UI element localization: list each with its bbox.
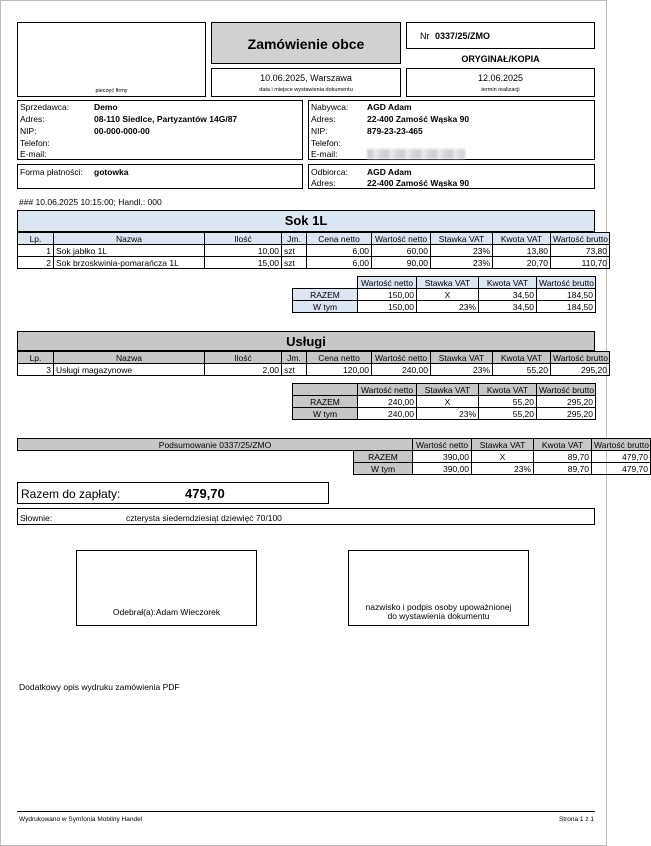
razem-label: RAZEM [293,289,358,301]
buyer-phone-label: Telefon: [311,138,341,148]
col-vat-rate: Stawka VAT [431,352,493,364]
table-header [18,233,610,245]
col-unit: Jm. [282,352,307,364]
seller-nip-label: NIP: [20,126,37,136]
col-qty: Ilość [205,233,282,245]
words-box [17,508,595,525]
cell-gross: 295,20 [537,396,596,408]
buyer-label: Nabywca: [311,102,349,112]
issuer-signature-line2: do wystawienia dokumentu [387,611,490,621]
footer-divider [17,811,595,812]
totals-row-razem [293,396,596,408]
table-header [18,352,610,364]
to-pay-box [17,482,329,504]
col-net: Wartość netto [372,233,431,245]
recipient-address-label: Adres: [311,178,336,188]
cell-gross: 479,70 [592,463,651,475]
cell-net: 60,00 [372,245,431,257]
cell-vat-amt: 20,70 [493,257,551,269]
wtym-label: W tym [293,408,358,420]
cell-vat-rate: 23% [431,245,493,257]
totals-row-wtym [293,408,596,420]
due-date-box [406,68,595,97]
totals-row-wtym [293,301,596,313]
cell-gross: 184,50 [537,289,596,301]
col-qty: Ilość [205,352,282,364]
totals-table-sok [292,276,596,313]
original-copy: ORYGINAŁ/KOPIA [461,54,540,64]
to-pay-label: Razem do zapłaty: [21,487,121,501]
payment-box [17,164,303,189]
col-unit: Jm. [282,233,307,245]
cell-net: 240,00 [358,408,417,420]
cell-gross: 110,70 [551,257,610,269]
items-table-uslugi [17,351,610,376]
meta-line: ### 10.06.2025 10:15:00; Handl.: 000 [19,197,162,207]
cell-vat-amt: 13,80 [493,245,551,257]
buyer-box [308,100,595,160]
to-pay-value: 479,70 [185,486,225,501]
cell-vat-amt: 55,20 [479,408,537,420]
cell-qty: 10,00 [205,245,282,257]
cell-gross: 479,70 [592,451,651,463]
totals-header [293,277,596,289]
buyer-address-label: Adres: [311,114,336,124]
summary-title: Podsumowanie 0337/25/ZMO [18,439,413,451]
cell-vat-rate: 23% [431,364,493,376]
col-vat-rate: Stawka VAT [417,384,479,396]
payment-value: gotowka [94,167,129,177]
seller-address: 08-110 Siedlce, Partyzantów 14G/87 [94,114,238,124]
cell-qty: 2,00 [205,364,282,376]
cell-vat-rate: 23% [417,301,479,313]
col-price: Cena netto [307,233,372,245]
cell-name: Usługi magazynowe [54,364,205,376]
cell-net: 390,00 [413,451,472,463]
cell-net: 90,00 [372,257,431,269]
buyer-email-label: E-mail: [311,149,338,159]
footer-page-number: Strona 1 z 1 [558,816,594,823]
footer-left: Wydrukowano w Symfonia Mobilny Handel [19,816,143,823]
col-gross: Wartość brutto [537,277,596,289]
cell-vat-amt: 55,20 [479,396,537,408]
words-value: czterysta siedemdziesiąt dziewięć 70/100 [126,513,282,523]
col-vat-rate: Stawka VAT [472,439,534,451]
cell-lp: 1 [18,245,54,257]
col-vat-amt: Kwota VAT [479,384,537,396]
wtym-label: W tym [354,463,413,475]
table-row [18,364,610,376]
cell-price: 120,00 [307,364,372,376]
totals-header [293,384,596,396]
words-label: Słownie: [20,513,53,523]
issuer-signature-line1: nazwisko i podpis osoby upoważnionej [365,602,512,612]
cell-net: 150,00 [358,289,417,301]
col-net: Wartość netto [372,352,431,364]
buyer-address: 22-400 Zamość Wąska 90 [367,114,470,124]
col-lp: Lp. [18,233,54,245]
cell-unit: szt [282,257,307,269]
totals-row-razem [293,289,596,301]
recipient-label: Odbiorca: [311,167,348,177]
summary-table [17,438,651,475]
receiver-signature-label: Odebrał(a):Adam Wieczorek [112,607,221,617]
due-date: 12.06.2025 [477,73,524,83]
col-lp: Lp. [18,352,54,364]
recipient-box [308,164,595,189]
summary-header [18,439,651,451]
cell-vat-rate: 23% [431,257,493,269]
stamp-caption: pieczęć firmy [95,88,128,94]
cell-net: 150,00 [358,301,417,313]
col-net: Wartość netto [413,439,472,451]
cell-vat-amt: 89,70 [534,451,592,463]
extra-description: Dodatkowy opis wydruku zamówienia PDF [19,682,180,692]
table-row [18,257,610,269]
cell-qty: 15,00 [205,257,282,269]
cell-gross: 295,20 [537,408,596,420]
razem-label: RAZEM [354,451,413,463]
cell-net: 390,00 [413,463,472,475]
buyer-nip: 879-23-23-465 [367,126,423,136]
recipient-address: 22-400 Zamość Wąska 90 [367,178,470,188]
seller-nip: 00-000-000-00 [94,126,150,136]
date-place-box [211,68,401,97]
nr-label: Nr [420,31,430,41]
wtym-label: W tym [293,301,358,313]
col-net: Wartość netto [358,384,417,396]
buyer-name: AGD Adam [367,102,412,112]
doc-number-box [406,22,595,49]
col-gross: Wartość brutto [551,233,610,245]
table-row [18,245,610,257]
cell-vat-amt: 34,50 [479,289,537,301]
buyer-email-redacted [367,149,465,159]
col-name: Nazwa [54,352,205,364]
col-vat-amt: Kwota VAT [493,352,551,364]
seller-box [17,100,303,160]
col-vat-amt: Kwota VAT [534,439,592,451]
due-date-caption: termin realizacji [481,87,520,93]
summary-row-razem [18,451,651,463]
col-vat-rate: Stawka VAT [417,277,479,289]
cell-price: 6,00 [307,257,372,269]
company-stamp-box [17,22,206,97]
razem-label: RAZEM [293,396,358,408]
cell-name: Sok brzoskwinia-pomarańcza 1L [54,257,205,269]
col-price: Cena netto [307,352,372,364]
cell-vat-rate: 23% [472,463,534,475]
col-gross: Wartość brutto [537,384,596,396]
cell-price: 6,00 [307,245,372,257]
col-vat-amt: Kwota VAT [493,233,551,245]
group-title-uslugi: Usługi [17,331,595,351]
cell-unit: szt [282,364,307,376]
cell-vat-amt: 34,50 [479,301,537,313]
title-box [211,22,401,64]
col-vat-amt: Kwota VAT [479,277,537,289]
cell-net: 240,00 [372,364,431,376]
cell-vat-rate: 23% [417,408,479,420]
cell-vat-rate: X [417,289,479,301]
date-place-caption: data i miejsce wystawienia dokumentu [259,87,353,93]
buyer-nip-label: NIP: [311,126,328,136]
summary-row-wtym [18,463,651,475]
doc-number: 0337/25/ZMO [435,31,491,41]
date-place: 10.06.2025, Warszawa [260,73,352,83]
seller-name: Demo [94,102,118,112]
cell-vat-amt: 55,20 [493,364,551,376]
cell-vat-rate: X [472,451,534,463]
seller-phone-label: Telefon: [20,138,50,148]
page-title: Zamówienie obce [247,36,365,52]
cell-name: Sok jabłko 1L [54,245,205,257]
cell-vat-amt: 89,70 [534,463,592,475]
cell-vat-rate: X [417,396,479,408]
seller-address-label: Adres: [20,114,45,124]
issuer-signature-box [348,550,529,626]
seller-email-label: E-mail: [20,149,47,159]
cell-unit: szt [282,245,307,257]
receiver-signature-box [76,550,257,626]
col-net: Wartość netto [358,277,417,289]
col-gross: Wartość brutto [592,439,651,451]
col-vat-rate: Stawka VAT [431,233,493,245]
recipient-name: AGD Adam [367,167,412,177]
payment-label: Forma płatności: [20,167,83,177]
cell-gross: 184,50 [537,301,596,313]
cell-lp: 3 [18,364,54,376]
group-title-sok: Sok 1L [17,210,595,232]
totals-table-uslugi [292,383,596,420]
col-gross: Wartość brutto [551,352,610,364]
cell-gross: 295,20 [551,364,610,376]
cell-lp: 2 [18,257,54,269]
col-name: Nazwa [54,233,205,245]
cell-net: 240,00 [358,396,417,408]
seller-label: Sprzedawca: [20,102,70,112]
cell-gross: 73,80 [551,245,610,257]
items-table-sok [17,232,610,269]
